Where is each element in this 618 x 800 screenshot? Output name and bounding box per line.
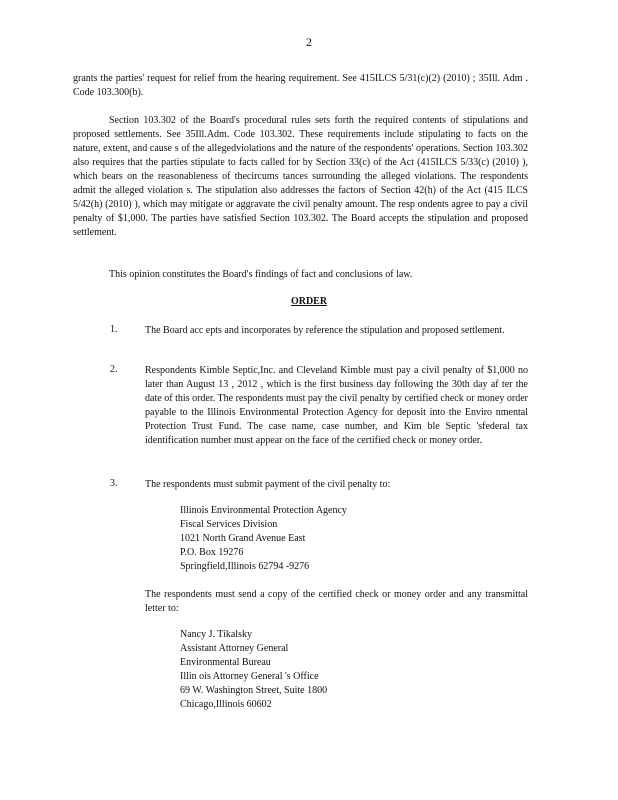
item-1-text: The Board acc epts and incorporates by reference the stipulation and proposed settlement. (145, 325, 505, 336)
address-line: 69 W. Washington Street, Suite 1800 (180, 685, 328, 696)
section-103-302-paragraph: Section 103.302 of the Board's procedural rules sets forth the required contents of stipulations and proposed settlements. See 35Ill.Adm. Code 103.302. These requirements include stipulating to facts on the nature, extent, and cause s of the allegedviolations and the nature of the respondents' operations. Section 103.302 also requires that the parties stipulate to facts called for by Section 33(c) of the Act (415ILCS 5/33(c) (2010) ), which bears on the reasonableness of thecircums tances surrounding the alleged violations. The respondents admit the alleged violation s. The stipulation also addresses the factors of Section 42(h) of the Act (415 ILCS 5/42(h) (2010) ), which may mitigate or aggravate the civil penalty amount. The resp ondents agree to pay a civil penalty of $1,000. The parties have satisfied Section 103.302. The Board accepts the stipulation and proposed settlement. (73, 115, 528, 238)
address-line: Fiscal Services Division (180, 519, 278, 530)
page-number: 2 (306, 35, 312, 49)
item-2-number: 2. (110, 364, 118, 375)
address-line: 1021 North Grand Avenue East (180, 533, 306, 544)
address-line: Nancy J. Tikalsky (180, 629, 252, 640)
address-line: Chicago,Illinois 60602 (180, 699, 272, 710)
address-line: Springfield,Illinois 62794 -9276 (180, 561, 310, 572)
address-line: P.O. Box 19276 (180, 547, 244, 558)
copy-paragraph: The respondents must send a copy of the certified check or money order and any transmittal letter to: (145, 589, 528, 614)
item-3-text: The respondents must submit payment of the civil penalty to: (145, 479, 391, 490)
attorney-general-address (180, 628, 327, 712)
address-line: Assistant Attorney General (180, 643, 289, 654)
item-3-number: 3. (110, 478, 118, 489)
address-line: Illin ois Attorney General 's Office (180, 671, 319, 682)
item-1-number: 1. (110, 324, 118, 335)
address-line: Environmental Bureau (180, 657, 271, 668)
item-2-text: Respondents Kimble Septic,Inc. and Cleveland Kimble must pay a civil penalty of $1,000 no later than August 13 , 2012 , which is the first business day following the 30th day af ter the date of this order. The respondents must pay the civil penalty by certified check or money order payable to the Illinois Environmental Protection Agency for deposit into the Enviro nmental Protection Trust Fund. The case name, case number, and Kim ble Septic 'sfederal tax identification number must appear on the face of the certified check or money order. (145, 365, 528, 446)
iepa-address (180, 504, 347, 574)
opinion-paragraph: This opinion constitutes the Board's findings of fact and conclusions of law. (109, 269, 413, 280)
address-line: Illinois Environmental Protection Agency (180, 505, 347, 516)
intro-paragraph: grants the parties' request for relief from the hearing requirement. See 415ILCS 5/31(c)(2) (2010) ; 35Ill. Adm . Code 103.300(b). (73, 73, 528, 98)
order-heading: ORDER (290, 296, 328, 307)
